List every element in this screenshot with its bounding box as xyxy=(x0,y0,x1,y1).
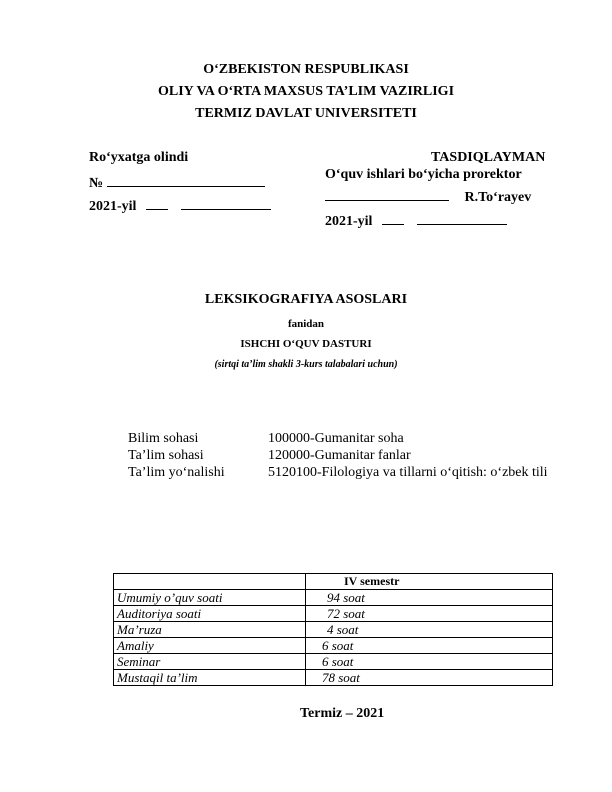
hours-label: Amaliy xyxy=(114,638,306,654)
info-value: 5120100-Filologiya va tillarni o‘qitish: o‘zbek tili xyxy=(268,465,548,480)
program-title: ISHCHI O‘QUV DASTURI xyxy=(240,338,372,350)
hours-value: 6 soat xyxy=(306,638,553,654)
registration-date xyxy=(89,196,271,215)
approve-label: TASDIQLAYMAN xyxy=(431,150,546,165)
table-row xyxy=(114,590,553,606)
info-row xyxy=(128,430,548,447)
info-label: Ta’lim sohasi xyxy=(128,448,204,463)
info-row xyxy=(128,447,548,464)
subject-title: LEKSIKOGRAFIYA ASOSLARI xyxy=(204,292,408,307)
hours-value: 72 soat xyxy=(306,606,553,622)
signature-blank-line xyxy=(325,187,449,201)
prorector-name: R.To‘rayev xyxy=(464,190,532,205)
approval-date xyxy=(325,211,507,230)
hours-value: 6 soat xyxy=(306,654,553,670)
table-row xyxy=(114,670,553,686)
university-name: TERMIZ DAVLAT UNIVERSITETI xyxy=(195,106,417,121)
number-sign: № xyxy=(89,176,104,191)
info-label: Bilim sohasi xyxy=(128,431,199,446)
program-note: (sirtqi ta’lim shakli 3-kurs talabalari uchun) xyxy=(214,359,398,370)
info-value: 100000-Gumanitar soha xyxy=(268,431,404,446)
ministry-header-line1: O‘ZBEKISTON RESPUBLIKASI xyxy=(203,62,409,77)
ministry-header-line2: OLIY VA O‘RTA MAXSUS TA’LIM VAZIRLIGI xyxy=(157,84,455,99)
hours-label: Umumiy o’quv soati xyxy=(114,590,306,606)
info-value: 120000-Gumanitar fanlar xyxy=(268,448,411,463)
semester-header: IV semestr xyxy=(306,574,553,590)
prorector-position: O‘quv ishlari bo‘yicha prorektor xyxy=(325,167,522,182)
signature-line xyxy=(325,187,531,206)
info-row xyxy=(128,464,548,481)
day-blank-line xyxy=(146,196,168,210)
approval-day-blank-line xyxy=(382,211,404,225)
table-row xyxy=(114,606,553,622)
hours-label: Mustaqil ta’lim xyxy=(114,670,306,686)
year-label: 2021-yil xyxy=(89,199,137,214)
hours-label: Seminar xyxy=(114,654,306,670)
hours-value: 94 soat xyxy=(306,590,553,606)
footer-place-year: Termiz – 2021 xyxy=(300,706,385,721)
table-row xyxy=(114,654,553,670)
table-row xyxy=(114,622,553,638)
hours-value: 4 soat xyxy=(306,622,553,638)
approval-year-label: 2021-yil xyxy=(325,214,373,229)
hours-label: Auditoriya soati xyxy=(114,606,306,622)
registered-label: Ro‘yxatga olindi xyxy=(89,150,189,165)
month-blank-line xyxy=(181,196,271,210)
hours-value: 78 soat xyxy=(306,670,553,686)
table-header-row xyxy=(114,574,553,590)
subject-from: fanidan xyxy=(287,318,325,330)
hours-label: Ma’ruza xyxy=(114,622,306,638)
number-blank-line xyxy=(107,173,265,187)
program-info xyxy=(128,430,548,481)
info-label: Ta’lim yo‘nalishi xyxy=(128,465,225,480)
table-row xyxy=(114,638,553,654)
hours-table xyxy=(113,573,553,686)
approval-month-blank-line xyxy=(417,211,507,225)
table-header-empty xyxy=(114,574,306,590)
registration-number xyxy=(89,173,265,192)
